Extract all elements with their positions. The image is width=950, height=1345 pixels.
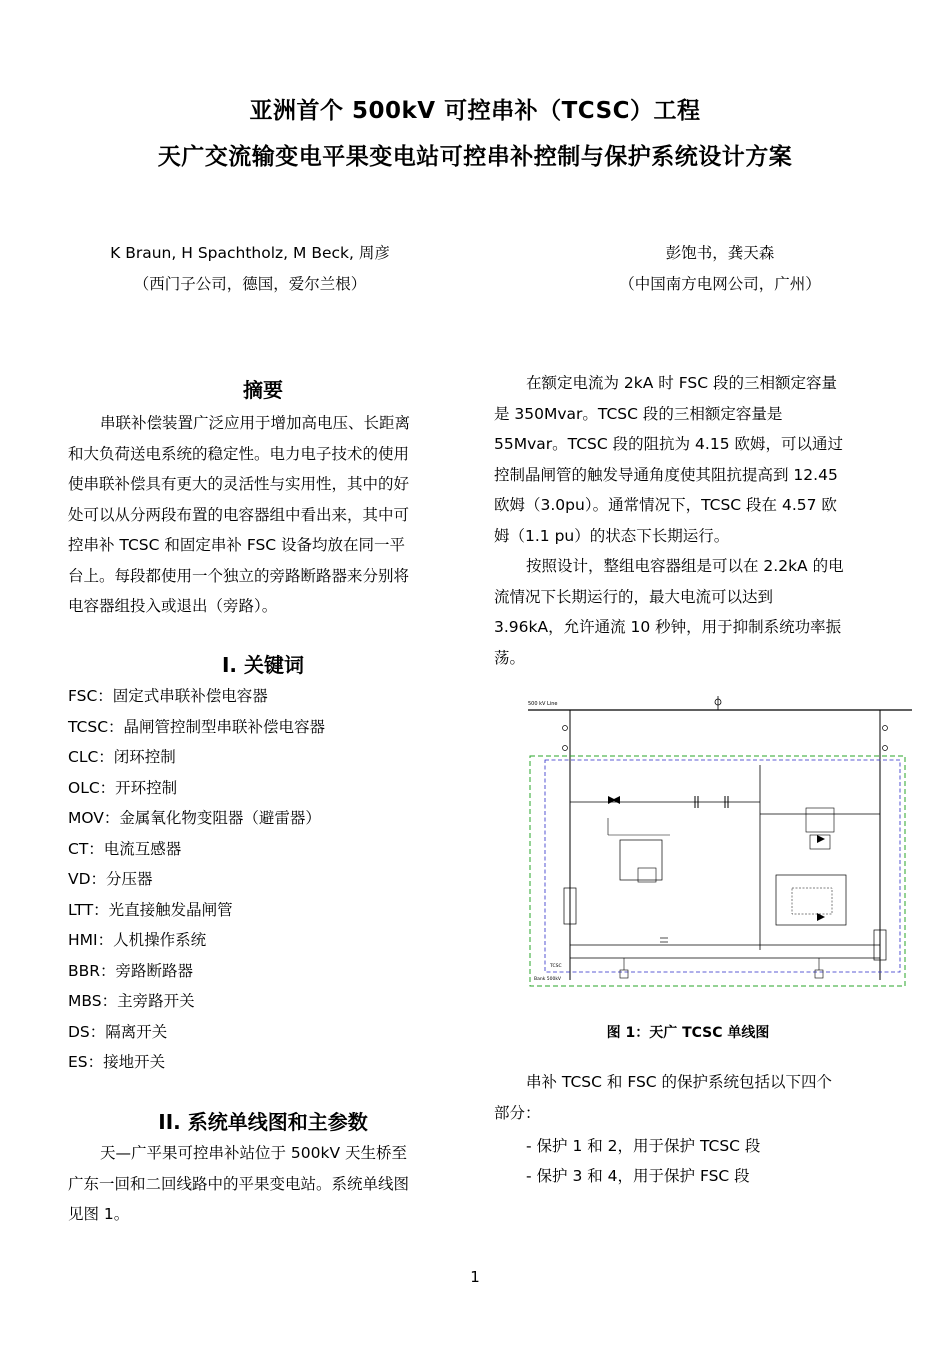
right-line: 3.96kA，允许通流 10 秒钟，用于抑制系统功率振 xyxy=(494,618,842,636)
section2-heading: II. 系统单线图和主参数 xyxy=(158,1110,368,1134)
abstract-line: 电容器组投入或退出（旁路）。 xyxy=(68,597,278,615)
keyword-item: BBR：旁路断路器 xyxy=(68,961,194,980)
right-para3 xyxy=(494,1067,882,1128)
abstract-heading: 摘要 xyxy=(243,378,283,402)
abstract-line: 串联补偿装置广泛应用于增加高电压、长距离 xyxy=(100,414,411,432)
outer-label: Bank 500kV xyxy=(534,977,562,982)
keywords-list xyxy=(68,681,458,1078)
right-line: 按照设计，整组电容器组是可以在 2.2kA 的电 xyxy=(526,557,844,575)
right-line: 欧姆（3.0pu）。通常情况下，TCSC 段在 4.57 欧 xyxy=(494,496,837,514)
keyword-item: CT：电流互感器 xyxy=(68,839,182,858)
paper-title-line2: 天广交流输变电平果变电站可控串补控制与保护系统设计方案 xyxy=(157,144,793,170)
thyristor-icon xyxy=(817,835,825,843)
paper-title-line1: 亚洲首个 500kV 可控串补（TCSC）工程 xyxy=(249,98,701,124)
abstract-body xyxy=(68,408,458,622)
thyristor-icon xyxy=(612,796,620,804)
authors-left: K Braun, H Spachtholz, M Beck, 周彦 xyxy=(110,244,390,262)
keyword-item: MOV：金属氧化物变阻器（避雷器） xyxy=(68,809,321,827)
inner-label: TCSC xyxy=(550,964,562,969)
right-line: 荡。 xyxy=(494,648,526,667)
right-line: 部分： xyxy=(494,1103,541,1122)
protection-list-item: - 保护 1 和 2，用于保护 TCSC 段 xyxy=(526,1137,761,1155)
keyword-item: CLC：闭环控制 xyxy=(68,748,176,766)
abstract-line: 控串补 TCSC 和固定串补 FSC 设备均放在同一平 xyxy=(68,536,406,554)
keyword-item: ES：接地开关 xyxy=(68,1053,166,1071)
authors-right: 彭饱书，龚天森 xyxy=(665,244,775,262)
section2-line: 见图 1。 xyxy=(68,1205,130,1223)
section2-line: 天—广平果可控串补站位于 500kV 天生桥至 xyxy=(100,1144,408,1162)
abstract-line: 使串联补偿具有更大的灵活性与实用性，其中的好 xyxy=(68,475,410,493)
keyword-item: MBS：主旁路开关 xyxy=(68,992,195,1010)
switch-icon xyxy=(563,726,568,731)
protection-box xyxy=(776,875,846,925)
tcsc-outline xyxy=(545,760,900,972)
platform-outline xyxy=(530,756,905,986)
figure-caption: 图 1：天广 TCSC 单线图 xyxy=(606,1025,770,1041)
keyword-item: TCSC：晶闸管控制型串联补偿电容器 xyxy=(68,717,326,736)
section2-line: 广东一回和二回线路中的平果变电站。系统单线图 xyxy=(68,1174,410,1193)
page-number: 1 xyxy=(470,1268,480,1286)
abstract-line: 台上。每段都使用一个独立的旁路断路器来分别将 xyxy=(68,566,410,585)
keyword-item: DS：隔离开关 xyxy=(68,1022,168,1041)
abstract-line: 和大负荷送电系统的稳定性。电力电子技术的使用 xyxy=(68,444,410,463)
keyword-item: VD：分压器 xyxy=(68,870,153,888)
abstract-line: 处可以从分两段布置的电容器组中看出来，其中可 xyxy=(68,505,410,524)
keyword-item: LTT：光直接触发晶闸管 xyxy=(68,900,233,919)
right-line: 是 350Mvar。TCSC 段的三相额定容量是 xyxy=(494,404,783,423)
section2-body xyxy=(68,1138,458,1230)
figure-single-line-diagram xyxy=(520,690,915,990)
right-para1 xyxy=(494,368,882,673)
switch-icon xyxy=(563,746,568,751)
keywords-heading: I. 关键词 xyxy=(221,653,304,677)
diagram-svg xyxy=(520,690,915,990)
bus-label: 500 kV Line xyxy=(528,701,558,707)
keyword-item: OLC：开环控制 xyxy=(68,778,178,797)
protection-list-item: - 保护 3 和 4，用于保护 FSC 段 xyxy=(526,1167,750,1185)
right-line: 串补 TCSC 和 FSC 的保护系统包括以下四个 xyxy=(526,1073,833,1091)
right-line: 姆（1.1 pu）的状态下长期运行。 xyxy=(494,526,730,545)
keyword-item: FSC：固定式串联补偿电容器 xyxy=(68,687,268,705)
switch-icon xyxy=(883,746,888,751)
right-line: 在额定电流为 2kA 时 FSC 段的三相额定容量 xyxy=(526,374,837,392)
right-line: 55Mvar。TCSC 段的阻抗为 4.15 欧姆，可以通过 xyxy=(494,435,843,453)
right-line: 控制晶闸管的触发导通角度使其阻抗提高到 12.45 xyxy=(494,465,838,484)
switch-icon xyxy=(883,726,888,731)
keyword-item: HMI：人机操作系统 xyxy=(68,931,207,949)
mov-box xyxy=(806,808,834,832)
right-line: 流情况下长期运行的，最大电流可以达到 xyxy=(494,587,774,606)
affiliation-left: （西门子公司，德国，爱尔兰根） xyxy=(133,275,367,293)
affiliation-right: （中国南方电网公司，广州） xyxy=(619,275,821,293)
